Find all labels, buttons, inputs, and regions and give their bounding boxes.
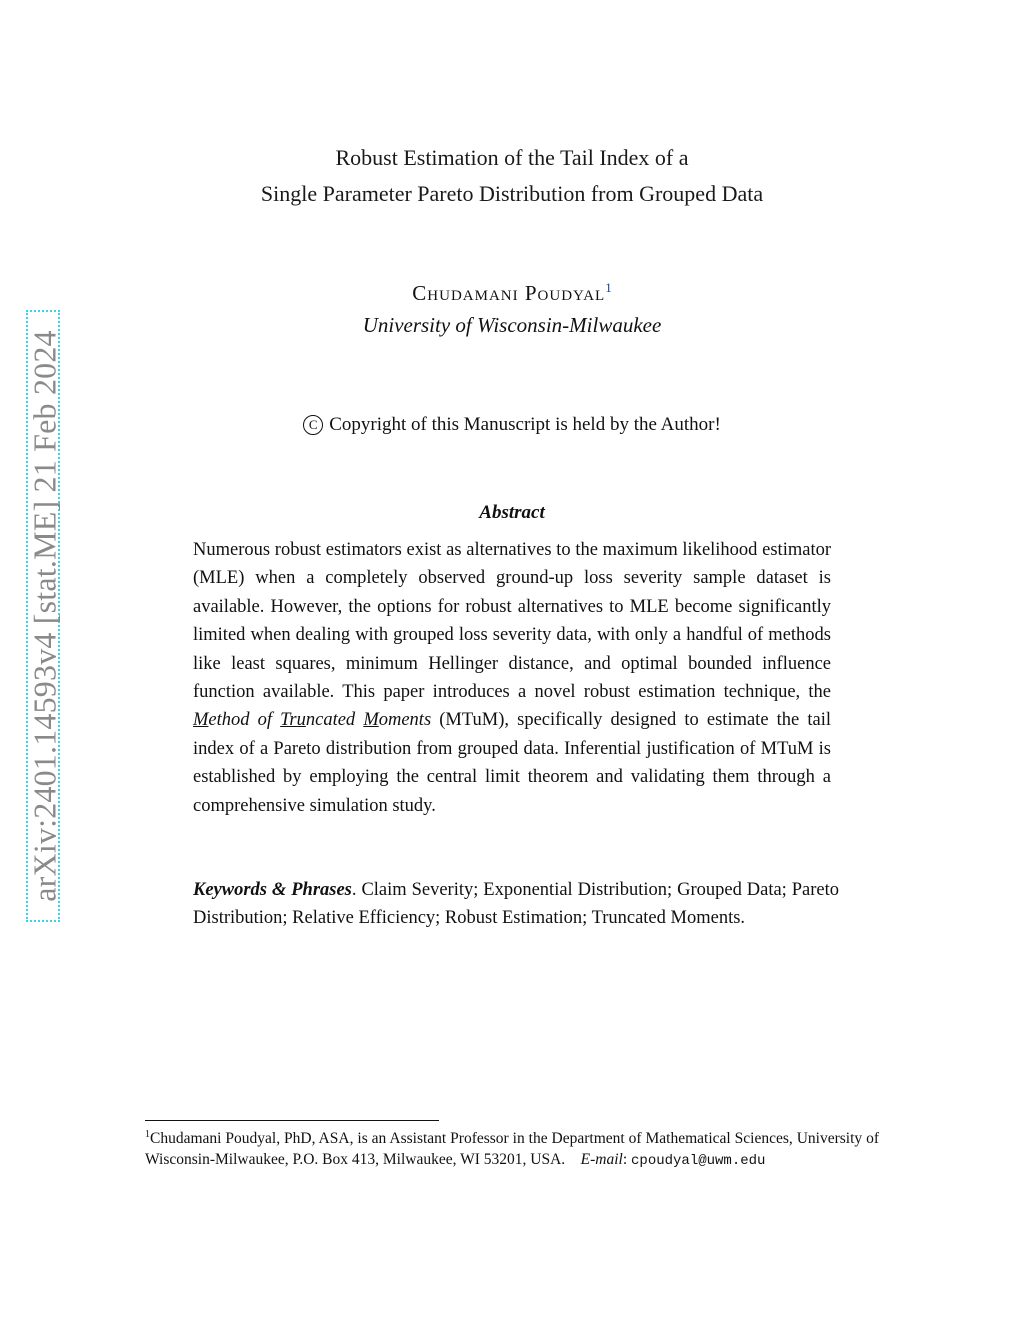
abstract-text-part2: (MTuM), specifically designed to estimate the tail index of a Pareto distribution from grouped data. Inferential justification of MTuM is established by employing the central limit theorem and validating them through a comprehensive simulation study. — [193, 710, 832, 816]
paper-title — [0, 140, 1024, 212]
author-name: Chudamani Poudyal — [412, 281, 606, 305]
method-text-ncated: ncated — [305, 710, 356, 731]
footnote-text: Chudamani Poudyal, PhD, ASA, is an Assistant Professor in the Department of Mathematical Sciences, University of Wisconsin-Milwaukee, P.O. Box 413, Milwaukee, WI 53201, USA. — [145, 1130, 879, 1168]
method-text-oments: oments — [378, 710, 432, 731]
email-label: E-mail — [580, 1150, 623, 1168]
footnote — [145, 1125, 879, 1171]
title-line-1: Robust Estimation of the Tail Index of a — [335, 145, 689, 170]
abstract-heading: Abstract — [479, 502, 545, 523]
keywords-block — [193, 876, 839, 933]
keywords-text: Claim Severity; Exponential Distribution; Grouped Data; Pareto Distribution; Relative Efficiency; Robust Estimation; Truncated Moments. — [193, 880, 839, 929]
copyright-text: Copyright of this Manuscript is held by the Author! — [329, 414, 721, 435]
abstract-body — [193, 536, 831, 820]
method-initial-m: M — [193, 710, 209, 731]
method-initial-tru: Tru — [280, 710, 306, 731]
method-text-ethod-of: ethod of — [208, 710, 281, 731]
author-affiliation: University of Wisconsin-Milwaukee — [362, 313, 662, 337]
footnote-divider — [145, 1120, 439, 1121]
title-line-2: Single Parameter Pareto Distribution from Grouped Data — [260, 181, 764, 206]
keywords-label: Keywords & Phrases — [193, 880, 352, 900]
abstract-text-part1: Numerous robust estimators exist as alternatives to the maximum likelihood estimator (MLE) when a completely observed ground-up loss severity sample dataset is available. However, the options for robust alternatives to MLE become significantly limited when dealing with grouped loss severity data, with only a handful of methods like least squares, minimum Hellinger distance, and optimal bounded influence function available. This paper introduces a novel robust estimation technique, the — [193, 540, 831, 703]
email-colon: : — [622, 1150, 628, 1168]
method-initial-m2: M — [363, 710, 379, 731]
copyright-icon: C — [303, 415, 323, 435]
author-email-link[interactable]: cpoudyal@uwm.edu — [631, 1152, 766, 1169]
method-name — [193, 710, 431, 730]
author-footnote-link[interactable]: 1 — [605, 280, 612, 295]
author-name-block — [0, 280, 1024, 306]
copyright-notice — [0, 414, 1024, 436]
arxiv-identifier[interactable]: arXiv:2401.14593v4 [stat.ME] 21 Feb 2024 — [26, 330, 63, 902]
footnote-mark: 1 — [145, 1129, 150, 1140]
keywords-separator: . — [351, 880, 357, 900]
